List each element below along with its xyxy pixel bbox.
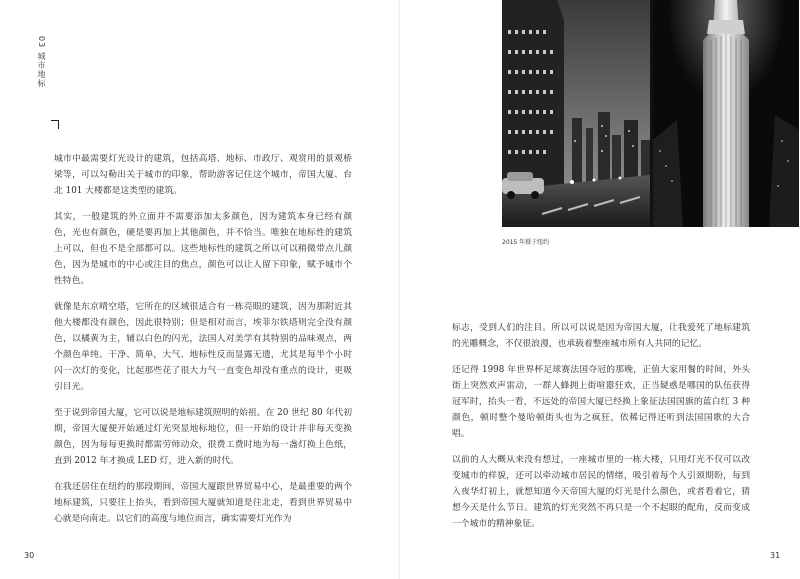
paragraph: 在我还居住在纽约的那段期间，帝国大厦跟世界贸易中心，是最重要的两个地标建筑，只要往上抬头，看到帝国大厦就知道是往北走，看到世界贸易中心就是向南走。以它们的高度与地位而言，确实需要灯光作为 — [54, 482, 352, 524]
page-number-left: 30 — [24, 551, 35, 560]
left-text-column — [54, 151, 352, 537]
paragraph: 至于说到帝国大厦，它可以说是地标建筑照明的始祖。在 20 世纪 80 年代初期，帝国大厦便开始通过灯光突显地标地位，但一开始的设计并非每天变换颜色，因为每每更换时都需劳师动众，很费工费时地为每一盏灯换上色纸，直到 2012 年才换成 LED 灯，进入新的时代。 — [54, 408, 352, 466]
skyscraper-night-photo — [653, 0, 799, 227]
page-number-right: 31 — [770, 551, 781, 560]
paragraph: 就像是东京晴空塔，它所在的区域很适合有一栋亮眼的建筑，因为那附近其他大楼都没有颜色，因此很特别；但是相对而言，埃菲尔铁塔则完全没有颜色，以橘黄为主，辅以白色的闪光，法国人对美学有其特别的品味观点，两个颜色单纯、干净、简单，大气、地标性反而显露无遗，尤其是每半个小时闪一次灯的变化，比起那些花了很大力气一直变色却没有重点的设计，更吸引目光。 — [54, 302, 352, 392]
paragraph: 还记得 1998 年世界杯足球赛法国夺冠的那晚，正值大家用餐的时间，外头街上突然欢声雷动，一群人蜂拥上街喧嚣狂欢，正当疑惑是哪国的队伍获得冠军时，抬头一看，不远处的帝国大厦已经换上象征法国国旗的蓝白红 3 种颜色，顿时整个曼哈顿街头也为之疯狂，依稀记得还听到法国国歌的大合唱。 — [452, 365, 750, 439]
right-text-column — [452, 320, 750, 542]
right-page — [400, 0, 800, 579]
paragraph: 以前的人大概从来没有想过，一座城市里的一栋大楼，只用灯光不仅可以改变城市的样貌，还可以牵动城市居民的情绪，吸引着每个人引颈期盼，每到入夜华灯初上，就想知道今天帝国大厦的灯光是什么颜色，或者看着它，猜想今天是什么节日。建筑的灯光突然不再只是一个不起眼的配角，反而变成一个城市的精神象征。 — [452, 455, 750, 529]
running-title: 03 城市地标 — [37, 36, 46, 88]
paragraph: 标志，受到人们的注目。所以可以说是因为帝国大厦，让我爱死了地标建筑的光雕概念，不仅很浪漫，也承载着整座城市所有人共同的记忆。 — [452, 323, 750, 349]
paragraph: 城市中最需要灯光设计的建筑，包括高塔、地标、市政厅、观赏用的景观桥梁等，可以勾勒出关于城市的印象，帮助游客记住这个城市，帝国大厦、台北 101 大楼都是这类型的建筑。 — [54, 154, 352, 196]
corner-bracket-mark — [51, 120, 59, 129]
photo-caption: 2015 年摄于纽约 — [502, 239, 550, 246]
paragraph: 其实，一般建筑的外立面并不需要添加太多颜色，因为建筑本身已经有颜色，光也有颜色，硬是要再加上其他颜色，并不恰当。唯独在地标性的建筑上可以，但也不是全部都可以。这些地标性的建筑之所以可以稍微带点儿颜色，因为是城市的中心或注目的焦点，颜色可以让人留下印象，赋予城市个性特色。 — [54, 212, 352, 286]
